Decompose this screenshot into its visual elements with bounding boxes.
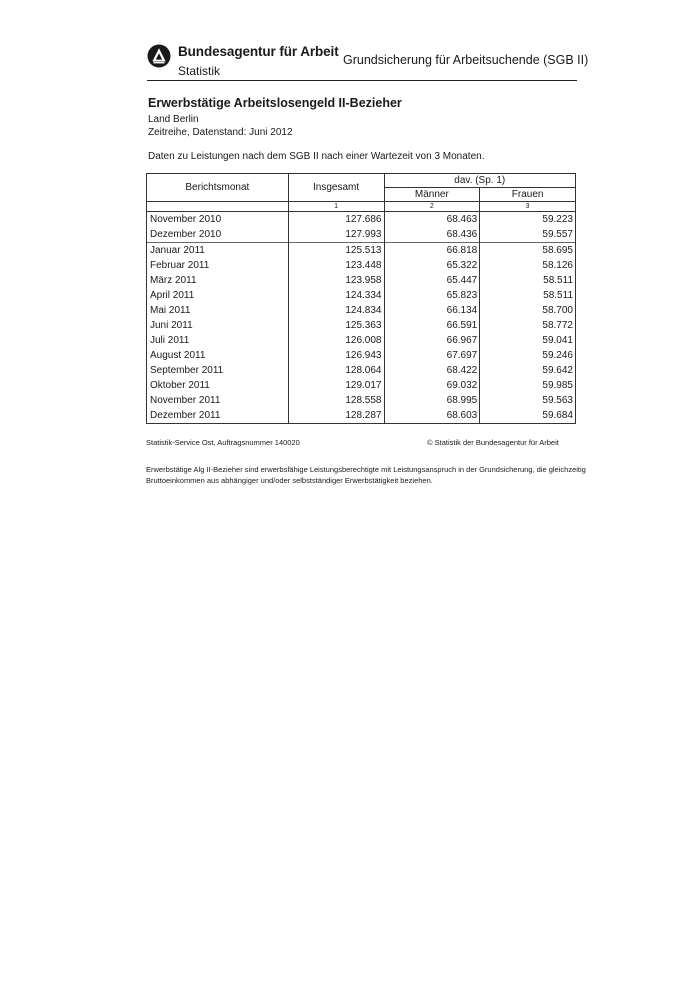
series-line: Zeitreihe, Datenstand: Juni 2012: [148, 127, 293, 138]
row-total: 125.513: [288, 243, 384, 259]
row-month: April 2011: [147, 288, 289, 303]
row-month: August 2011: [147, 348, 289, 363]
table-row: [147, 363, 576, 378]
table-row: [147, 273, 576, 288]
row-women: 59.563: [480, 393, 576, 408]
row-women: 58.511: [480, 288, 576, 303]
row-total: 128.064: [288, 363, 384, 378]
row-men: 68.463: [384, 212, 480, 228]
header-men: Männer: [384, 188, 480, 202]
row-total: 125.363: [288, 318, 384, 333]
row-total: 128.558: [288, 393, 384, 408]
row-total: 126.008: [288, 333, 384, 348]
table-row: [147, 303, 576, 318]
row-women: 59.985: [480, 378, 576, 393]
row-men: 66.967: [384, 333, 480, 348]
row-month: September 2011: [147, 363, 289, 378]
row-month: Januar 2011: [147, 243, 289, 259]
table-row: [147, 227, 576, 243]
row-month: Dezember 2010: [147, 227, 289, 243]
row-men: 65.322: [384, 258, 480, 273]
column-number-3: 3: [480, 202, 576, 212]
row-women: 58.772: [480, 318, 576, 333]
row-men: 65.823: [384, 288, 480, 303]
row-men: 68.995: [384, 393, 480, 408]
column-number-row: [147, 202, 576, 212]
column-number-empty: [147, 202, 289, 212]
agency-logo-icon: [147, 44, 171, 68]
header-month: Berichtsmonat: [147, 174, 289, 202]
row-month: November 2010: [147, 212, 289, 228]
row-month: Juli 2011: [147, 333, 289, 348]
table-row: [147, 408, 576, 424]
row-total: 127.993: [288, 227, 384, 243]
row-month: Mai 2011: [147, 303, 289, 318]
row-men: 68.436: [384, 227, 480, 243]
row-men: 67.697: [384, 348, 480, 363]
table-row: [147, 288, 576, 303]
footer-source: Statistik-Service Ost, Auftragsnummer 140020: [146, 438, 300, 447]
row-women: 58.511: [480, 273, 576, 288]
org-name: Bundesagentur für Arbeit: [178, 44, 339, 59]
document-title: Erwerbstätige Arbeitslosengeld II-Bezieher: [148, 96, 402, 110]
row-men: 65.447: [384, 273, 480, 288]
footer-copyright: © Statistik der Bundesagentur für Arbeit: [427, 438, 559, 447]
table-row: [147, 212, 576, 228]
header-divider: [147, 80, 577, 81]
row-men: 68.603: [384, 408, 480, 424]
row-month: März 2011: [147, 273, 289, 288]
row-total: 124.834: [288, 303, 384, 318]
row-month: Juni 2011: [147, 318, 289, 333]
header-group: dav. (Sp. 1): [384, 174, 576, 188]
row-women: 59.557: [480, 227, 576, 243]
row-month: Oktober 2011: [147, 378, 289, 393]
row-women: 58.700: [480, 303, 576, 318]
row-month: November 2011: [147, 393, 289, 408]
row-men: 69.032: [384, 378, 480, 393]
report-title: Grundsicherung für Arbeitsuchende (SGB II): [343, 53, 589, 67]
intro-text: Daten zu Leistungen nach dem SGB II nach einer Wartezeit von 3 Monaten.: [148, 151, 485, 162]
row-women: 59.684: [480, 408, 576, 424]
row-month: Dezember 2011: [147, 408, 289, 424]
row-women: 59.642: [480, 363, 576, 378]
row-women: 59.246: [480, 348, 576, 363]
row-total: 123.958: [288, 273, 384, 288]
table-row: [147, 333, 576, 348]
region-line: Land Berlin: [148, 114, 199, 125]
column-number-2: 2: [384, 202, 480, 212]
header-women: Frauen: [480, 188, 576, 202]
definition-note: Erwerbstätige Alg II-Bezieher sind erwerbsfähige Leistungsberechtigte mit Leistungsanspruch in der Grundsicherung, die gleichzeitig Bruttoeinkommen aus abhängiger und/oder selbstständiger Erwerbstätigkeit beziehen.: [146, 465, 586, 485]
row-total: 124.334: [288, 288, 384, 303]
row-women: 59.041: [480, 333, 576, 348]
data-table: [146, 173, 576, 424]
table-row: [147, 393, 576, 408]
table-row: [147, 378, 576, 393]
row-total: 123.448: [288, 258, 384, 273]
row-men: 68.422: [384, 363, 480, 378]
row-total: 129.017: [288, 378, 384, 393]
row-men: 66.818: [384, 243, 480, 259]
row-total: 127.686: [288, 212, 384, 228]
row-total: 126.943: [288, 348, 384, 363]
table-row: [147, 258, 576, 273]
column-number-1: 1: [288, 202, 384, 212]
table-header-row: [147, 174, 576, 188]
row-women: 59.223: [480, 212, 576, 228]
table-row: [147, 348, 576, 363]
table-row: [147, 318, 576, 333]
row-women: 58.126: [480, 258, 576, 273]
org-subtitle: Statistik: [178, 64, 221, 78]
row-month: Februar 2011: [147, 258, 289, 273]
row-women: 58.695: [480, 243, 576, 259]
row-men: 66.591: [384, 318, 480, 333]
table-row: [147, 243, 576, 259]
header-total: Insgesamt: [288, 174, 384, 202]
row-total: 128.287: [288, 408, 384, 424]
row-men: 66.134: [384, 303, 480, 318]
